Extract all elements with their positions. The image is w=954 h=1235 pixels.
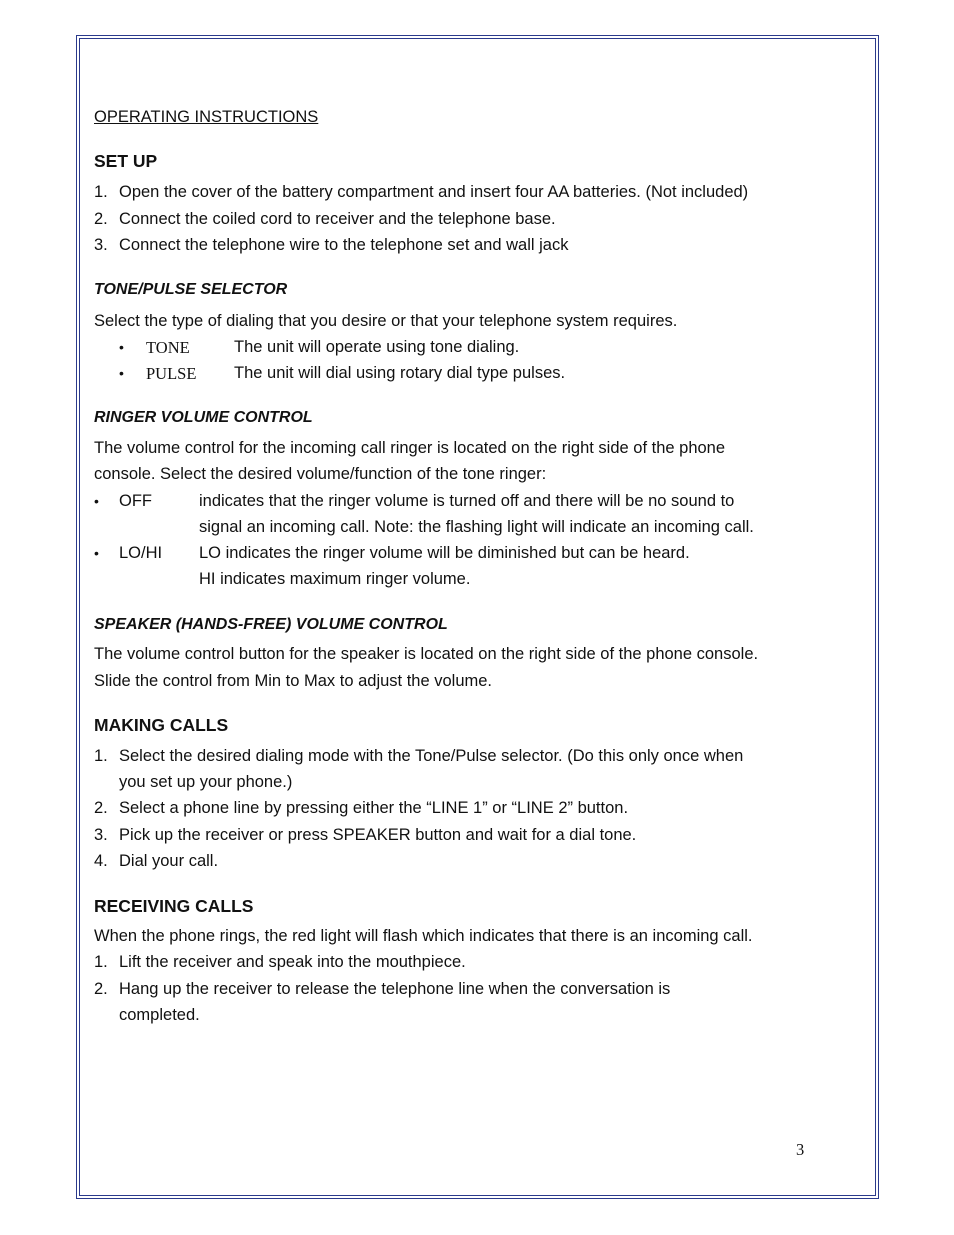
pulse-item	[94, 364, 794, 386]
tone-desc: The unit will operate using tone dialing.	[234, 338, 520, 356]
ringer-intro-line-2: console. Select the desired volume/function of the tone ringer:	[94, 465, 547, 483]
receiving-calls-heading: RECEIVING CALLS	[94, 896, 254, 916]
speaker-text-line-1: The volume control button for the speaker is located on the right side of the phone console.	[94, 645, 759, 663]
list-number: 2.	[94, 210, 108, 228]
list-text-continued: completed.	[119, 1006, 200, 1024]
tone-term: TONE	[146, 338, 190, 357]
document-title: OPERATING INSTRUCTIONS	[94, 108, 319, 126]
list-number: 2.	[94, 799, 108, 817]
list-text: Hang up the receiver to release the telephone line when the conversation is	[119, 980, 671, 998]
bullet-icon: •	[94, 545, 99, 561]
ringer-off-term: OFF	[119, 492, 152, 510]
page-number: 3	[796, 1140, 805, 1159]
list-text: Lift the receiver and speak into the mouthpiece.	[119, 953, 466, 971]
bullet-icon: •	[94, 493, 99, 509]
list-text: Connect the coiled cord to receiver and the telephone base.	[119, 210, 556, 228]
tone-pulse-intro: Select the type of dialing that you desire or that your telephone system requires.	[94, 312, 678, 330]
list-text: Pick up the receiver or press SPEAKER button and wait for a dial tone.	[119, 826, 637, 844]
bullet-icon: •	[119, 365, 124, 381]
setup-heading: SET UP	[94, 151, 158, 171]
ringer-lohi-term: LO/HI	[119, 544, 163, 562]
list-text: Connect the telephone wire to the telephone set and wall jack	[119, 236, 569, 254]
list-number: 2.	[94, 980, 108, 998]
tone-item	[94, 338, 794, 360]
list-number: 1.	[94, 953, 108, 971]
ringer-intro-line-1: The volume control for the incoming call ringer is located on the right side of the phone	[94, 439, 726, 457]
ringer-off-item	[94, 492, 814, 542]
ringer-lohi-desc-2: HI indicates maximum ringer volume.	[199, 570, 471, 588]
ringer-off-desc-1: indicates that the ringer volume is turned off and there will be no sound to	[199, 492, 735, 510]
pulse-desc: The unit will dial using rotary dial type pulses.	[234, 364, 566, 382]
speaker-heading: SPEAKER (HANDS-FREE) VOLUME CONTROL	[94, 616, 448, 633]
speaker-text-line-2: Slide the control from Min to Max to adjust the volume.	[94, 672, 493, 690]
bullet-icon: •	[119, 339, 124, 355]
ringer-lohi-item	[94, 544, 814, 594]
tone-pulse-heading: TONE/PULSE SELECTOR	[94, 281, 288, 298]
list-text: Select the desired dialing mode with the Tone/Pulse selector. (Do this only once when	[119, 747, 744, 765]
ringer-heading: RINGER VOLUME CONTROL	[94, 409, 313, 426]
ringer-lohi-desc-1: LO indicates the ringer volume will be diminished but can be heard.	[199, 544, 690, 562]
making-calls-heading: MAKING CALLS	[94, 715, 229, 735]
list-number: 4.	[94, 852, 108, 870]
list-number: 1.	[94, 747, 108, 765]
ringer-off-desc-2: signal an incoming call. Note: the flashing light will indicate an incoming call.	[199, 518, 754, 536]
list-number: 1.	[94, 183, 108, 201]
pulse-term: PULSE	[146, 364, 197, 383]
list-number: 3.	[94, 826, 108, 844]
list-text: Dial your call.	[119, 852, 219, 870]
list-text-continued: you set up your phone.)	[119, 773, 293, 791]
list-text: Open the cover of the battery compartment and insert four AA batteries. (Not included)	[119, 183, 749, 201]
list-number: 3.	[94, 236, 108, 254]
receiving-calls-intro: When the phone rings, the red light will flash which indicates that there is an incoming call.	[94, 927, 753, 945]
list-text: Select a phone line by pressing either the “LINE 1” or “LINE 2” button.	[119, 799, 629, 817]
